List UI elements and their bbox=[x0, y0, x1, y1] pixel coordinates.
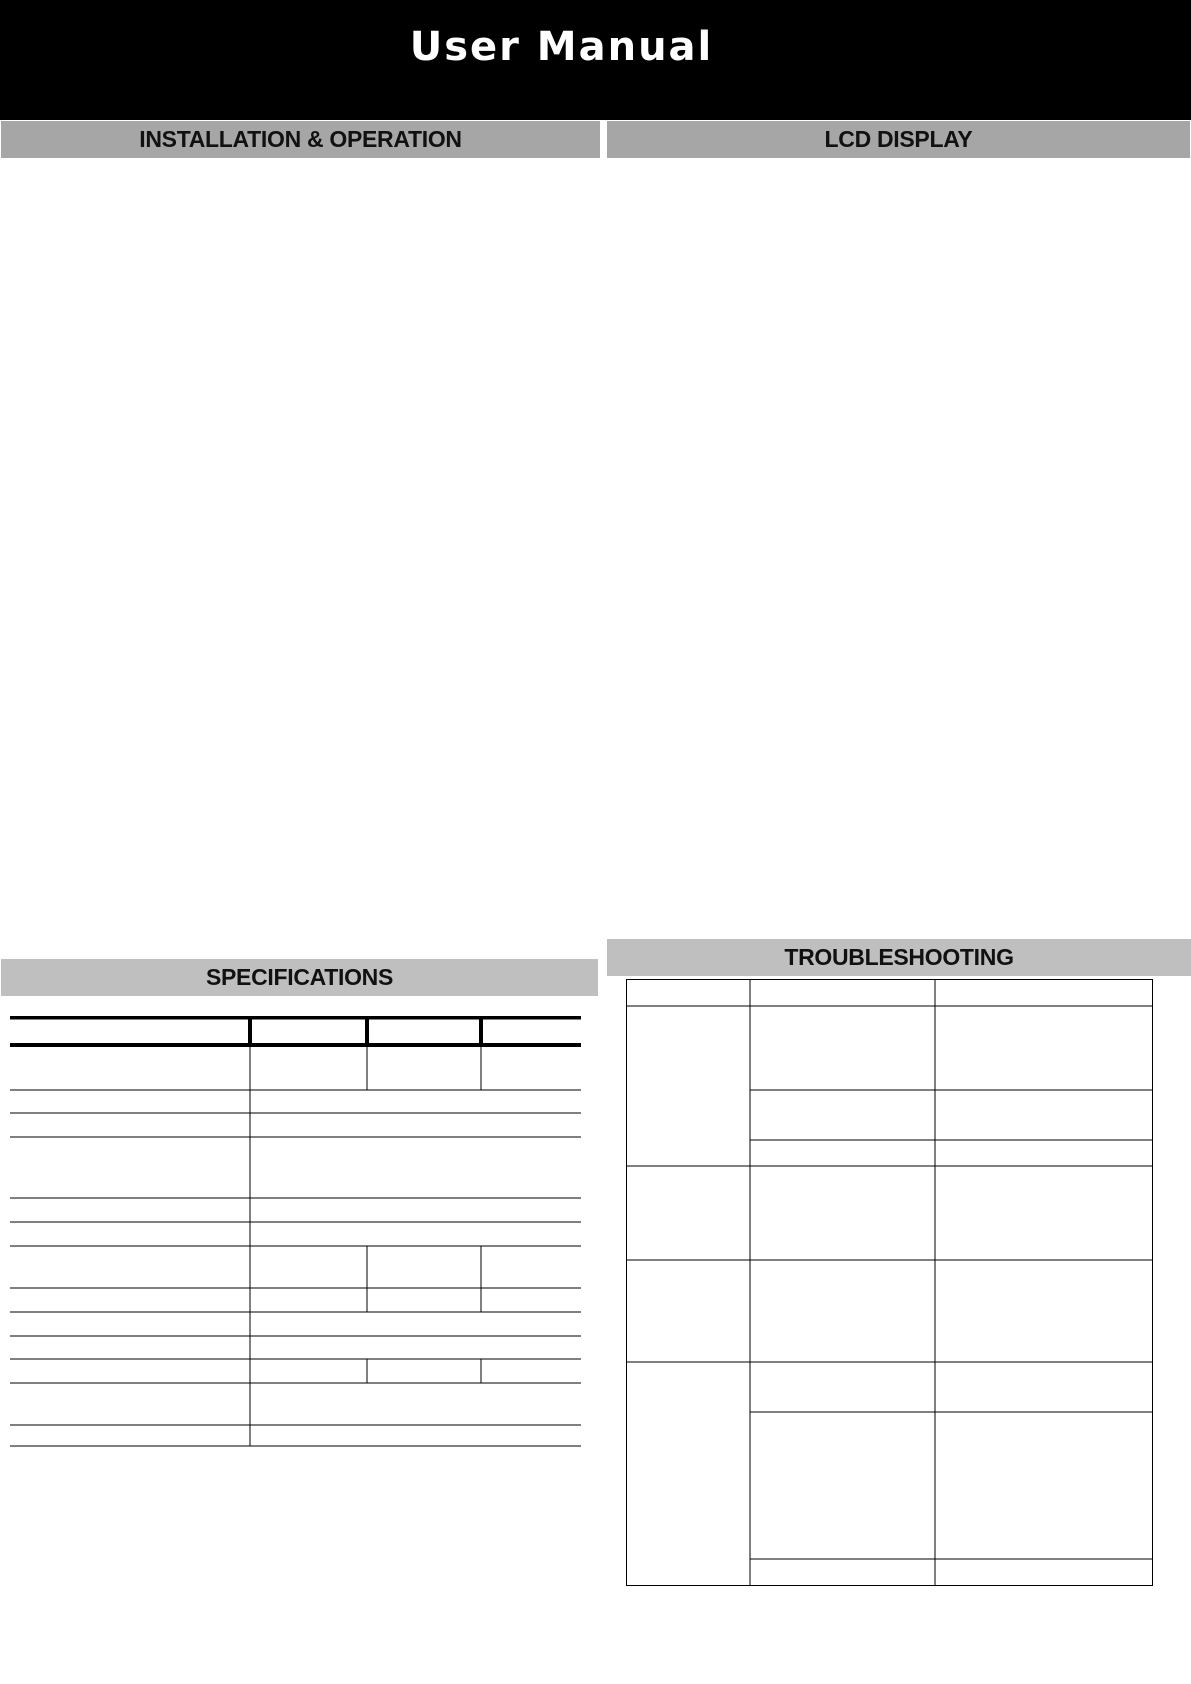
lcd-display-content-area bbox=[607, 160, 1190, 930]
troubleshooting-table bbox=[626, 979, 1153, 1586]
section-header-lcd-display: LCD DISPLAY bbox=[607, 121, 1190, 158]
manual-title: User Manual bbox=[409, 24, 714, 70]
section-header-installation: INSTALLATION & OPERATION bbox=[1, 121, 600, 158]
section-header-troubleshooting: TROUBLESHOOTING bbox=[607, 939, 1191, 976]
specifications-table bbox=[10, 1016, 581, 1448]
top-banner bbox=[0, 0, 1191, 120]
installation-content-area bbox=[1, 160, 600, 940]
section-header-specifications: SPECIFICATIONS bbox=[1, 959, 598, 996]
